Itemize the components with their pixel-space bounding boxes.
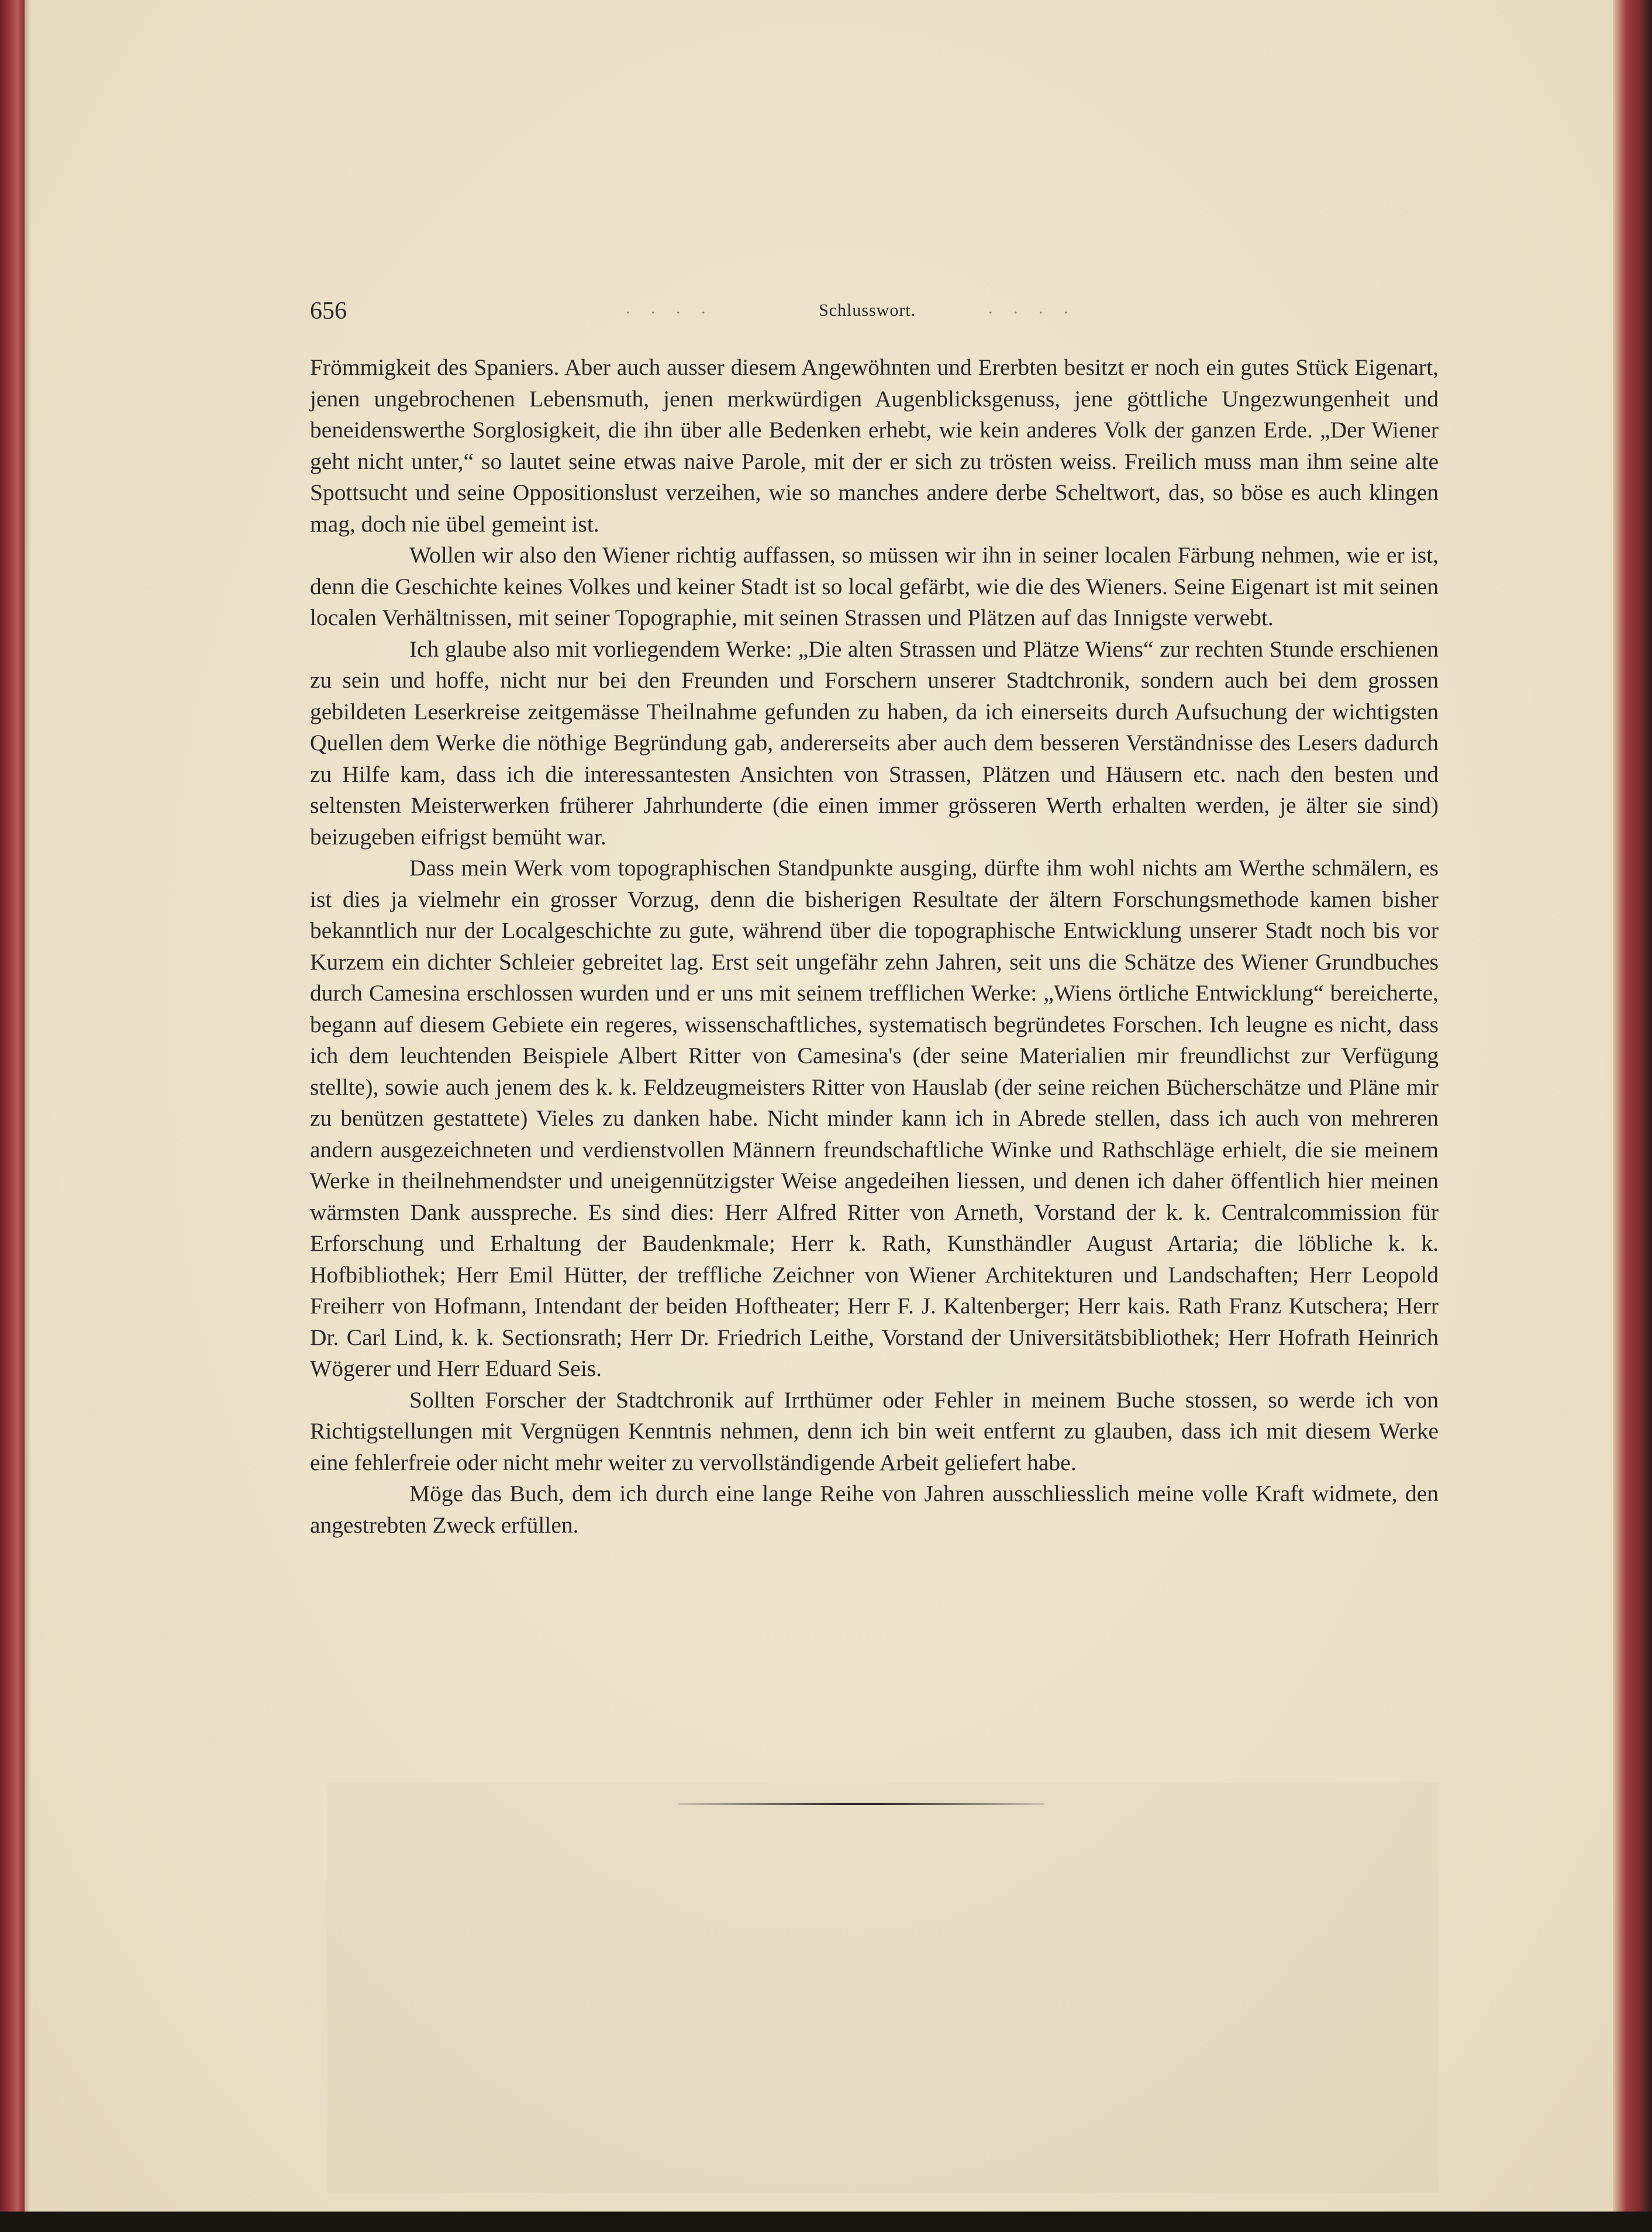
paragraph: Dass mein Werk vom topographischen Standpunkte ausging, dürfte ihm wohl nichts am Werthe schmälern, es ist dies ja vielmehr ein grosser Vorzug, denn die bisherigen Resultate der ältern Forschungsmethode kamen bisher bekanntlich nur der Localgeschichte zu gute, während über die topographische Entwicklung unserer Stadt noch bis vor Kurzem ein dichter Schleier gebreitet lag. Erst seit ungefähr zehn Jahren, seit uns die Schätze des Wiener Grundbuches durch Camesina erschlossen wurden und er uns mit seinem trefflichen Werke: „Wiens örtliche Entwicklung“ bereicherte, begann auf diesem Gebiete ein regeres, wissenschaftliches, systematisch begründetes Forschen. Ich leugne es nicht, dass ich dem leuchtenden Beispiele Albert Ritter von Camesina's (der seine Materialien mir freundlichst zur Verfügung stellte), sowie auch jenem des k. k. Feldzeugmeisters Ritter von Hauslab (der seine reichen Bücherschätze und Pläne mir zu benützen gestattete) Vieles zu danken habe. Nicht minder kann ich in Abrede stellen, dass ich auch von mehreren andern ausgezeichneten und verdienstvollen Männern freundschaftliche Winke und Rathschläge erhielt, die sie meinem Werke in theilnehmendster und uneigennützigster Weise angedeihen liessen, und denen ich daher öffentlich hier meinen wärmsten Dank ausspreche. Es sind dies: Herr Alfred Ritter von Arneth, Vorstand der k. k. Centralcommission für Erforschung und Erhaltung der Baudenkmale; Herr k. Rath, Kunsthändler August Artaria; die löbliche k. k. Hofbibliothek; Herr Emil Hütter, der treffliche Zeichner von Wiener Architekturen und Landschaften; Herr Leopold Freiherr von Hofmann, Intendant der beiden Hoftheater; Herr F. J. Kaltenberger; Herr kais. Rath Franz Kutschera; Herr Dr. Carl Lind, k. k. Sectionsrath; Herr Dr. Friedrich Leithe, Vorstand der Universitätsbibliothek; Herr Hofrath Heinrich Wögerer und Herr Eduard Seis. bbox=[310, 855, 1439, 1381]
page-number: 656 bbox=[310, 298, 347, 325]
page-edge-bottom bbox=[0, 2212, 1652, 2232]
header-ornament-left: . . . . bbox=[626, 298, 714, 318]
paragraph: Sollten Forscher der Stadtchronik auf Irrthümer oder Fehler in meinem Buche stossen, so werde ich von Richtigstellungen mit Vergnügen Kenntnis nehmen, denn ich bin weit entfernt zu glauben, dass ich mit diesem Werke eine fehlerfreie oder nicht mehr weiter zu vervollständigende Arbeit geliefert habe. bbox=[310, 1386, 1439, 1475]
page-header bbox=[310, 297, 1439, 332]
paragraph: Wollen wir also den Wiener richtig auffassen, so müssen wir ihn in seiner localen Färbung nehmen, wie er ist, denn die Geschichte keines Volkes und keiner Stadt ist so local gefärbt, wie die des Wieners. Seine Eigenart ist mit seinen localen Verhältnissen, mit seiner Topographie, mit seinen Strassen und Plätzen auf das Innigste verwebt. bbox=[310, 542, 1439, 630]
bleed-through-shadow bbox=[327, 1783, 1439, 2193]
page-edge-right bbox=[1613, 0, 1652, 2232]
book-spine-binding bbox=[0, 0, 25, 2232]
paragraph: Möge das Buch, dem ich durch eine lange Reihe von Jahren ausschliesslich meine volle Kraft widmete, den angestrebten Zweck erfüllen. bbox=[310, 1481, 1439, 1538]
paragraph: Frömmigkeit des Spaniers. Aber auch ausser diesem Angewöhnten und Ererbten besitzt er noch ein gutes Stück Eigenart, jenen ungebrochenen Lebensmuth, jenen merkwürdigen Augenblicksgenuss, jene göttliche Ungezwungenheit und beneidenswerthe Sorglosigkeit, die ihn über alle Bedenken erhebt, wie kein anderes Volk der ganzen Erde. „Der Wiener geht nicht unter,“ so lautet seine etwas naive Parole, mit der er sich zu trösten weiss. Freilich muss man ihm seine alte Spottsucht und seine Oppositionslust verzeihen, wie so manches andere derbe Scheltwort, das, so böse es auch klingen mag, doch nie übel gemeint ist. bbox=[310, 354, 1439, 537]
paragraph: Ich glaube also mit vorliegendem Werke: „Die alten Strassen und Plätze Wiens“ zur rechten Stunde erschienen zu sein und hoffe, nicht nur bei den Freunden und Forschern unserer Stadtchronik, sondern auch bei dem grossen gebildeten Leserkreise zeitgemässe Theilnahme gefunden zu haben, da ich einerseits durch Aufsuchung der wichtigsten Quellen dem Werke die nöthige Begründung gab, andererseits aber auch dem besseren Verständnisse des Lesers dadurch zu Hilfe kam, dass ich die interessantesten Ansichten von Strassen, Plätzen und Häusern etc. nach den besten und seltensten Meisterwerken früherer Jahrhunderte (die einen immer grösseren Werth erhalten werden, je älter sie sind) beizugeben eifrigst bemüht war. bbox=[310, 636, 1439, 850]
running-head: Schlusswort. bbox=[819, 301, 916, 320]
header-ornament-right: . . . . bbox=[988, 298, 1077, 318]
body-text bbox=[310, 352, 1439, 1541]
page-gutter bbox=[25, 0, 30, 2232]
closing-rule bbox=[678, 1803, 1044, 1805]
